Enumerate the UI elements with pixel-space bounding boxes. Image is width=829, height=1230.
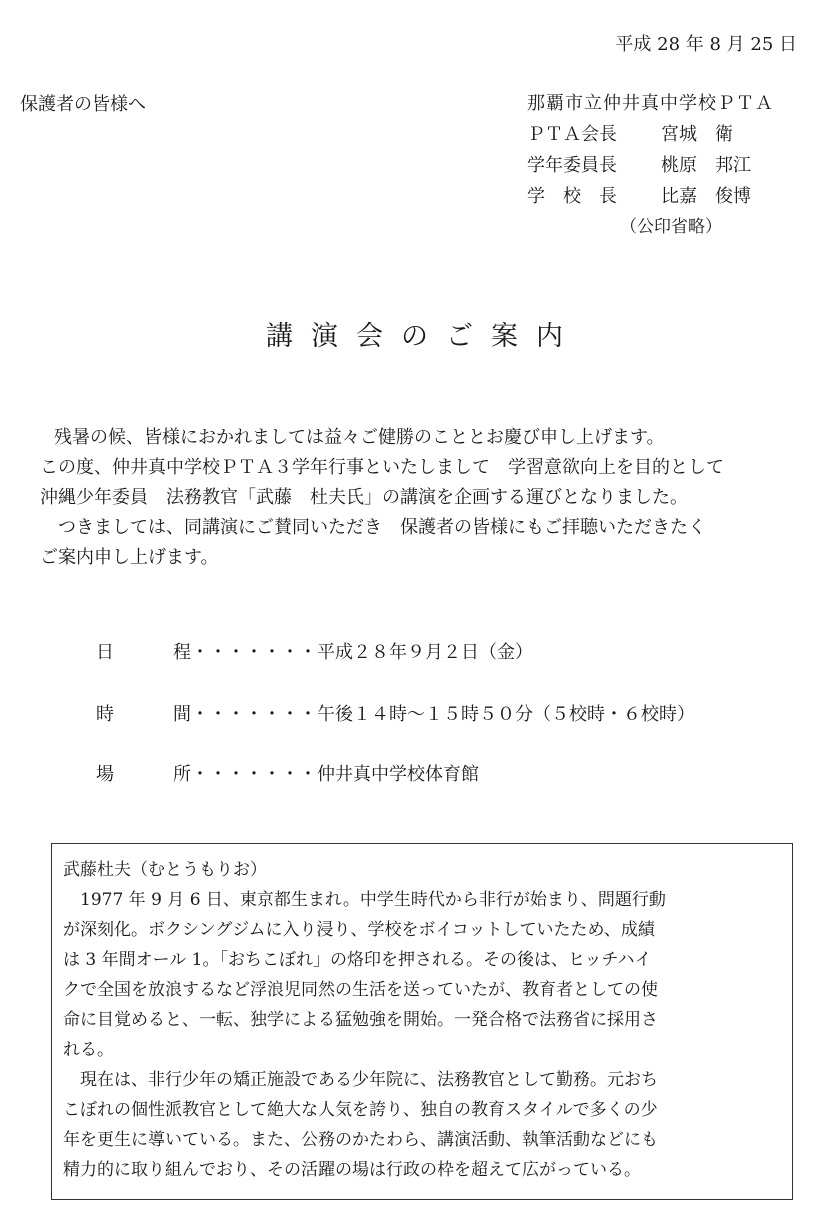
detail-label: 時 [96, 704, 114, 725]
sender-block [527, 88, 774, 212]
signatory-role: 学年委員長 [527, 155, 617, 176]
profile-heading: 武藤杜夫（むとうもりお） [63, 860, 267, 880]
document-title: 講演会のご案内 [266, 321, 581, 352]
profile-line: クで全国を放浪するなど浮浪児同然の生活を送っていたが、教育者としての使 [63, 980, 658, 1000]
body-line: 残暑の候、皆様におかれましては益々ご健勝のこととお慶び申し上げます。 [54, 427, 665, 448]
event-date-row [96, 638, 533, 664]
body-line: ご案内申し上げます。 [40, 547, 219, 568]
body-line: つきましては、同講演にご賛同いただき 保護者の皆様にもご拝聴いただきたく [58, 517, 706, 538]
detail-value: 所・・・・・・・仲井真中学校体育館 [173, 764, 479, 785]
signatory-role: 学 校 長 [527, 186, 617, 207]
speaker-profile-box [51, 843, 793, 1200]
document-date: 平成 28 年 8 月 25 日 [615, 34, 797, 55]
detail-value: 程・・・・・・・平成２８年９月２日（金） [173, 642, 533, 663]
profile-line: は 3 年間オール 1。「おちこぼれ」の烙印を押される。その後は、ヒッチハイ [63, 950, 652, 970]
profile-line: 1977 年 9 月 6 日、東京都生まれ。中学生時代から非行が始まり、問題行動 [80, 890, 666, 910]
event-venue-row [96, 760, 479, 786]
signatory-name: 比嘉 俊博 [661, 186, 751, 207]
signatory-name: 桃原 邦江 [661, 155, 751, 176]
body-line: この度、仲井真中学校ＰＴＡ３学年行事といたしまして 学習意欲向上を目的として [40, 457, 724, 478]
seal-omitted-note: （公印省略） [620, 217, 722, 237]
signatory-row [527, 119, 774, 150]
signatory-role: ＰＴＡ会長 [527, 124, 617, 145]
detail-label: 日 [96, 642, 114, 663]
profile-line: 精力的に取り組んでおり、その活躍の場は行政の枠を超えて広がっている。 [63, 1160, 641, 1180]
profile-line: れる。 [63, 1040, 114, 1060]
detail-label: 場 [96, 764, 114, 785]
profile-line: 命に目覚めると、一転、独学による猛勉強を開始。一発合格で法務省に採用さ [63, 1010, 658, 1030]
signatory-row [527, 150, 774, 181]
body-line: 沖縄少年委員 法務教官「武藤 杜夫氏」の講演を企画する運びとなりました。 [40, 487, 688, 508]
addressee: 保護者の皆様へ [20, 94, 146, 115]
signatory-name: 宮城 衛 [661, 124, 733, 145]
profile-line: こぼれの個性派教官として絶大な人気を誇り、独自の教育スタイルで多くの少 [63, 1100, 658, 1120]
body-text [40, 423, 820, 573]
profile-line: 現在は、非行少年の矯正施設である少年院に、法務教官として勤務。元おち [80, 1070, 658, 1090]
sender-organization: 那覇市立仲井真中学校ＰＴＡ [527, 93, 774, 114]
profile-line: 年を更生に導いている。また、公務のかたわら、講演活動、執筆活動などにも [63, 1130, 658, 1150]
profile-line: が深刻化。ボクシングジムに入り浸り、学校をボイコットしていたため、成績 [63, 920, 655, 940]
event-time-row [96, 700, 695, 726]
signatory-row [527, 181, 774, 212]
detail-value: 間・・・・・・・午後１４時～１５時５０分（５校時・６校時） [173, 704, 695, 725]
